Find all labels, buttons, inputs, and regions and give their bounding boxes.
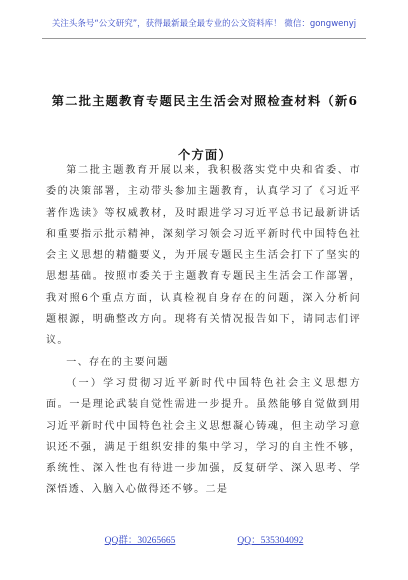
header-divider (42, 38, 366, 39)
section-heading: 一、存在的主要问题 (66, 356, 169, 368)
intro-paragraph: 第二批主题教育开展以来，我积极落实党中央和省委、市委的决策部署，主动带头参加主题教育，认真学习了《习近平著作选读》等权威教材，及时跟进学习习近平总书记最新讲话和重要指示批示精神，深刻学习领会习近平新时代中国特色社会主义思想的精髓要义，为开展专题民主生活会打下了坚实的思想基础。按照市委关于主题教育专题民主生活会工作部署，我对照6个重点方面，认真检视自身存在的问题，深入分析问题根源，明确整改方向。现将有关情况报告如下，请同志们评议。 (46, 165, 361, 347)
document-body (46, 160, 361, 501)
qq-contact-link[interactable]: QQ：535304092 (237, 536, 304, 546)
body-paragraph: （一）学习贯彻习近平新时代中国特色社会主义思想方面。一是理论武装自觉性需进一步提升。虽然能够自觉做到用习近平新时代中国特色社会主义思想凝心铸魂，但主动学习意识还不强，满足于组织安排的集中学习，学习的自主性不够，系统性、深入性也有待进一步加强，反复研学、深入思考、学深悟透、入脑入心做得还不够。二是 (46, 377, 361, 496)
promo-banner: 关注头条号“公文研究”，获得最新最全最专业的公文资料库！ 微信：gongwenyj (51, 19, 357, 29)
document-title: 第二批主题教育专题民主生活会对照检查材料（新6个方面） (51, 94, 359, 162)
contact-footer (0, 532, 408, 546)
qq-group-link[interactable]: QQ群：30265665 (104, 536, 176, 546)
